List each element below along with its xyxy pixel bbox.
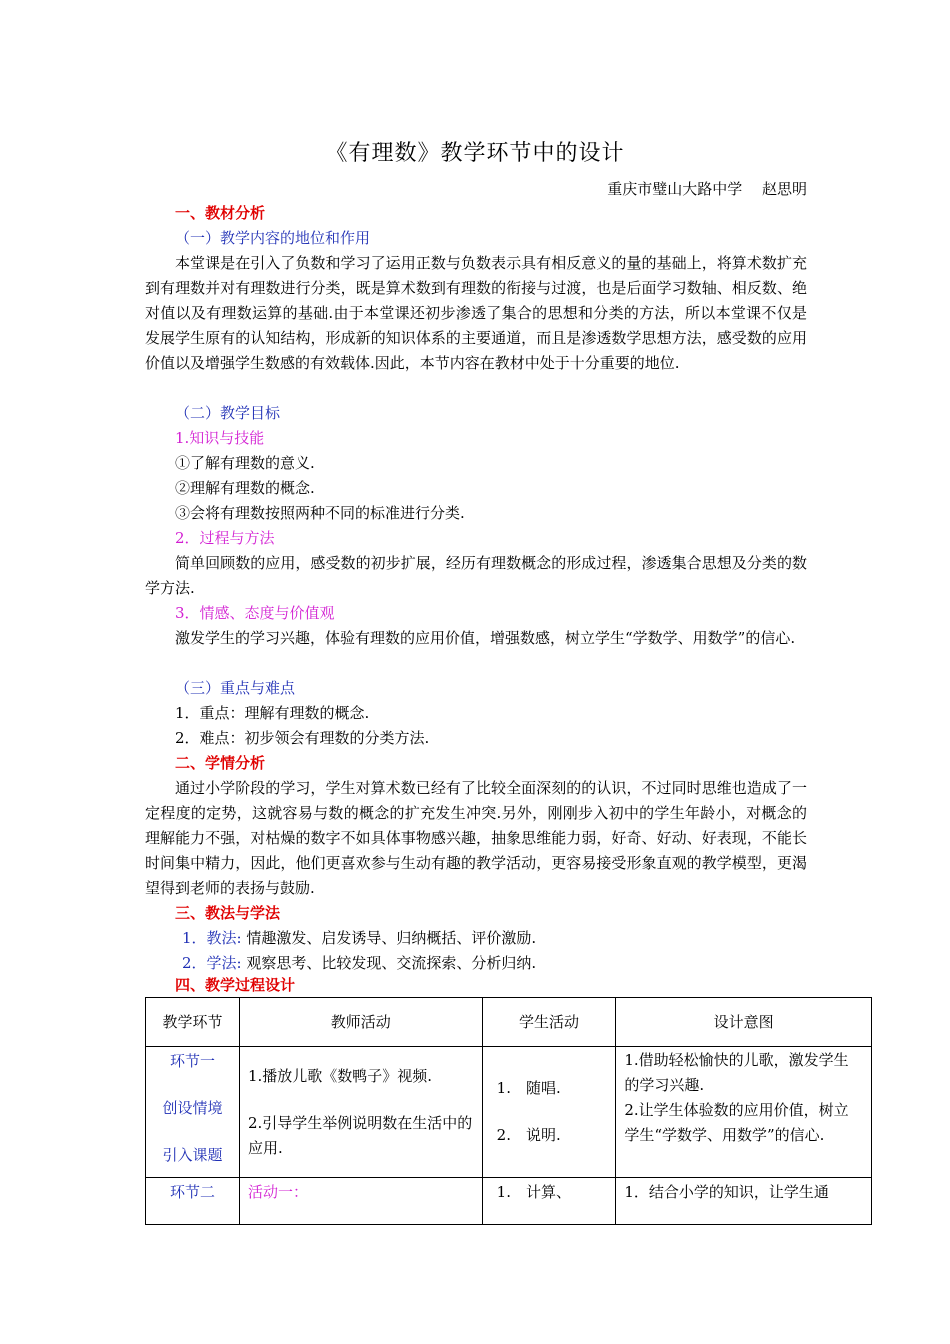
- section-heading-3: 三、教法与学法: [175, 904, 281, 922]
- goal-item: ②理解有理数的概念.: [175, 479, 315, 497]
- teaching-method-label: 1．教法:: [182, 929, 242, 947]
- subsection-heading-2: （二）教学目标: [175, 404, 281, 422]
- table-header-cell: 教师活动: [239, 998, 482, 1047]
- design-intent-item: 1．结合小学的知识，让学生通: [624, 1183, 829, 1201]
- stage-cell: [146, 1178, 240, 1225]
- section-heading-2: 二、学情分析: [175, 754, 266, 772]
- teacher-activity-cell: [239, 1178, 482, 1225]
- table-row: [146, 1178, 872, 1225]
- teaching-method-text: 情趣激发、启发诱导、归纳概括、评价激励.: [246, 929, 537, 947]
- subsection-heading-1: （一）教学内容的地位和作用: [175, 229, 371, 247]
- goal-heading-1: 1.知识与技能: [175, 429, 265, 447]
- student-activity-item: 1. 随唱.: [496, 1079, 561, 1097]
- learning-method-text: 观察思考、比较发现、交流探索、分析归纳.: [246, 954, 537, 972]
- stage-label: 创设情境: [162, 1099, 223, 1117]
- author-line: 重庆市璧山大路中学 赵思明: [607, 180, 807, 198]
- student-activity-cell: [482, 1047, 616, 1178]
- stage-label: 引入课题: [162, 1146, 223, 1164]
- table-header-cell: 学生活动: [482, 998, 616, 1047]
- stage-label: 环节二: [169, 1183, 215, 1201]
- learning-method-label: 2．学法:: [182, 954, 242, 972]
- teaching-method-line: [182, 926, 847, 951]
- section-heading-4: 四、教学过程设计: [175, 976, 296, 994]
- goal-item: ①了解有理数的意义.: [175, 454, 315, 472]
- paragraph-content-role: 本堂课是在引入了负数和学习了运用正数与负数表示具有相反意义的量的基础上，将算术数扩充到有理数并对有理数进行分类，既是算术数到有理数的衔接与过渡，也是后面学习数轴、相反数、绝对值以及有理数运算的基础.由于本堂课还初步渗透了集合的思想和分类的方法，所以本堂课不仅是发展学生原有的认知结构，形成新的知识体系的主要通道，而且是渗透数学思想方法，感受数的应用价值以及增强学生数感的有效载体.因此，本节内容在教材中处于十分重要的地位.: [145, 254, 807, 372]
- table-header-row: [146, 998, 872, 1047]
- table-header-cell: 设计意图: [616, 998, 872, 1047]
- design-intent-item: 2.让学生体验数的应用价值，树立学生“学数学、用数学”的信心.: [624, 1101, 849, 1144]
- teacher-activity-item: 1.播放儿歌《数鸭子》视频.: [247, 1066, 433, 1085]
- paragraph-learner-analysis: 通过小学阶段的学习，学生对算术数已经有了比较全面深刻的的认识，不过同时思维也造成了一定程度的定势，这就容易与数的概念的扩充发生冲突.另外，刚刚步入初中的学生年龄小，对概念的理解能力不强，对枯燥的数字不如具体事物感兴趣，抽象思维能力弱，好奇、好动、好表现，不能长时间集中精力，因此，他们更喜欢参与生动有趣的教学活动，更容易接受形象直观的教学模型，更渴望得到老师的表扬与鼓励.: [145, 779, 807, 897]
- stage-cell: [146, 1047, 240, 1178]
- student-activity-cell: [482, 1178, 616, 1225]
- design-intent-cell: [616, 1047, 872, 1178]
- paragraph-process-method: 简单回顾数的应用，感受数的初步扩展，经历有理数概念的形成过程，渗透集合思想及分类的数学方法.: [145, 554, 807, 597]
- stage-label: 环节一: [169, 1052, 215, 1070]
- design-intent-item: 1.借助轻松愉快的儿歌，激发学生的学习兴趣.: [624, 1051, 849, 1094]
- paragraph-attitude-values: 激发学生的学习兴趣，体验有理数的应用价值，增强数感，树立学生“学数学、用数学”的信心.: [175, 629, 796, 647]
- goal-heading-2: 2．过程与方法: [175, 529, 275, 547]
- section-heading-1: 一、教材分析: [175, 204, 266, 222]
- difficult-point: 2．难点：初步领会有理数的分类方法.: [175, 729, 430, 747]
- teacher-activity-item: 2.引导学生举例说明数在生活中的应用.: [247, 1113, 473, 1157]
- activity-label: 活动一：: [247, 1183, 308, 1201]
- teacher-activity-cell: [239, 1047, 482, 1178]
- table-header-cell: 教学环节: [146, 998, 240, 1047]
- key-point: 1．重点：理解有理数的概念.: [175, 704, 370, 722]
- subsection-heading-3: （三）重点与难点: [175, 679, 296, 697]
- goal-heading-3: 3．情感、态度与价值观: [175, 604, 335, 622]
- document-title: 《有理数》教学环节中的设计: [325, 141, 625, 166]
- design-intent-cell: [616, 1178, 872, 1225]
- student-activity-item: 2. 说明.: [496, 1126, 561, 1144]
- goal-item: ③会将有理数按照两种不同的标准进行分类.: [175, 504, 465, 522]
- student-activity-item: 1. 计算、: [496, 1183, 571, 1201]
- table-row: [146, 1047, 872, 1178]
- teaching-process-table: [145, 997, 872, 1225]
